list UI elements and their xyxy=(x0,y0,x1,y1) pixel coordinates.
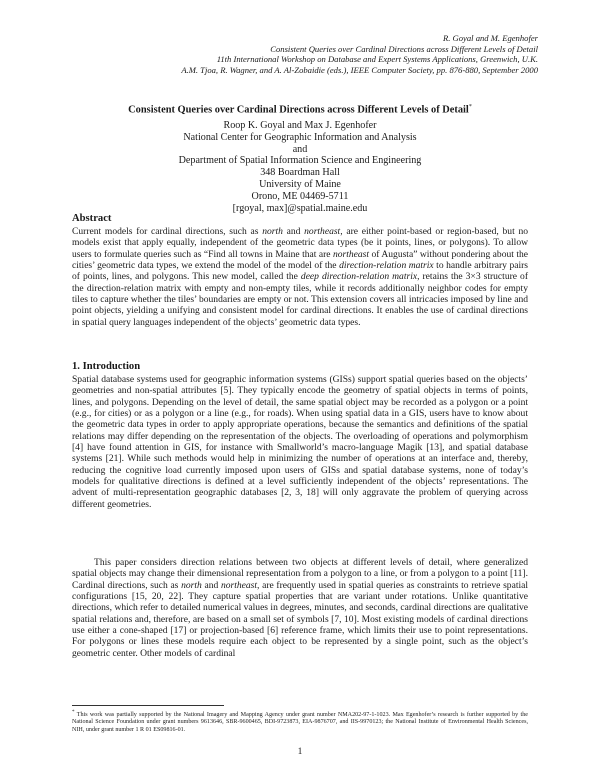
abstract-term-ddrm: deep direction-relation matrix xyxy=(300,271,418,283)
address-university: University of Maine xyxy=(259,178,341,190)
footnote-mark: * xyxy=(72,709,75,715)
affiliation-department: Department of Spatial Information Science and Engineering xyxy=(178,155,422,167)
header-venue: 11th International Workshop on Database and Expert Systems Applications, Greenwich, U.K. xyxy=(216,54,538,65)
abstract-text xyxy=(72,226,528,328)
author-block xyxy=(100,120,500,214)
title-footnote-mark: * xyxy=(468,104,472,110)
header-authors: R. Goyal and M. Egenhofer xyxy=(443,33,538,43)
intro-paragraph-2 xyxy=(72,557,528,659)
footnote xyxy=(72,709,528,734)
abstract-run-3: , are either point-based or region-based, but no models exist that apply equally, independent of the geometric data types (be it points, lines, or polygons). To allow users to formulate queries such as “Find all towns in Maine that are xyxy=(72,226,529,260)
header-editors: A.M. Tjoa, R. Wagner, and A. Al-Zobaidie (eds.), IEEE Computer Society, pp. 876-880, September 2000 xyxy=(181,64,538,75)
abstract-term-northeast: northeast xyxy=(304,226,341,237)
header-title: Consistent Queries over Cardinal Directions across Different Levels of Detail xyxy=(270,43,538,54)
author-email: [rgoyal, max]@spatial.maine.edu xyxy=(232,202,368,214)
abstract-term-drm: direction-relation matrix xyxy=(339,260,434,272)
abstract-run-1: Current models for cardinal directions, such as xyxy=(72,226,263,237)
section-introduction-heading: 1. Introduction xyxy=(72,361,141,372)
paper-title-text: Consistent Queries over Cardinal Directions across Different Levels of Detail xyxy=(128,104,469,116)
intro-term-north: north xyxy=(181,579,202,591)
address-city: Orono, ME 04469-5711 xyxy=(251,190,349,202)
address-street: 348 Boardman Hall xyxy=(260,167,340,179)
intro-paragraph-1: Spatial database systems used for geographic information systems (GISs) support spatial queries based on the objects’ geometries and non-spatial attributes [5]. They typically encode the geometry of spatial objects in terms of points, lines, and polygons. Depending on the level of detail, the same spatial object may be recorded as a polygon or a point (e.g., for cities) or as a polygon or a line (e.g., for roads). When using spatial data in a GIS, users have to know about the geometric data types in order to apply appropriate operations, because the semantics and definitions of the spatial relations may differ depending on the representation of the objects. The overloading of operations and polymorphism [4] have found attention in GIS, for instance with Smallworld’s macro-language Magik [13], and spatial database systems [21]. While such methods would help in minimizing the number of operations at an interface and, thereby, reducing the cognitive load currently imposed upon users of GISs and spatial database systems, none of today’s models for qualitative directions is defined at a level sufficiently independent of the objects’ representations. The advent of multi-representation geographic databases [2, 3, 18] will only aggravate the problem of querying across different geometries. xyxy=(72,374,528,510)
intro-term-northeast: northeast xyxy=(220,579,258,591)
intro-p2-run-1: This paper considers direction relations between two objects at different levels of detail, where generalized spatial objects may change their dimensional representation from a polygon to a line, or from a polygon to a point [11]. Cardinal directions, such as xyxy=(72,557,528,591)
abstract-run-6: , retains the 3×3 structure of the direction-relation matrix with empty and non-empty tiles, while it records additionally neighbor codes for empty tiles to capture whether the tiles’ boundaries are empty or not. This extension covers all intricacies imposed by line and point objects, yielding a unifying and consistent model for cardinal directions. It enables the use of cardinal directions in spatial query languages independent of the objects’ geometric data types. xyxy=(72,271,528,328)
footnote-rule xyxy=(72,705,224,706)
affiliation-ncgia: National Center for Geographic Information and Analysis xyxy=(183,131,417,143)
abstract-heading: Abstract xyxy=(72,213,112,224)
intro-p2-run-2: and xyxy=(201,579,221,591)
paper-title xyxy=(40,104,560,115)
author-names: Roop K. Goyal and Max J. Egenhofer xyxy=(223,120,377,131)
abstract-term-northeast-2: northeast xyxy=(332,248,370,260)
running-header xyxy=(58,33,538,75)
abstract-run-5: to handle arbitrary pairs of points, lines, and polygons. This new model, called the xyxy=(72,260,529,283)
intro-p2-run-3: , are frequently used in spatial queries as constraints to retrieve spatial configurations [15, 20, 22]. They capture spatial properties that are variant under rotations. Unlike quantitative directions, which refer to detailed numerical values in degrees, minutes, and seconds, cardinal directions are qualitative spatial relations and, therefore, are based on a small set of symbols [7, 10]. Most existing models of cardinal directions use either a cone-shaped [17] or projection-based [6] reference frame, which limits their use to point representations. For polygons or lines these models require each object to be represented by a single point, such as the object’s geometric center. Other models of cardinal xyxy=(72,579,529,659)
affiliation-and: and xyxy=(292,143,308,155)
abstract-term-north: north xyxy=(262,226,283,237)
abstract-run-2: and xyxy=(282,226,305,237)
footnote-text: This work was partially supported by the National Imagery and Mapping Agency under grant number NMA202-97-1-1023. Max Egenhofer’s research is further supported by the National Science Foundation under grant numbers 9613646, SBR-9600465, BDI-9723873, EIA-9876707, and IIS-9970123; the National Institute of Environmental Health Sciences, NIH, under grant number 1 R 01 ES09816-01. xyxy=(72,712,528,733)
page-number: 1 xyxy=(297,747,303,757)
abstract-run-4: of Augusta” without pondering about the cities’ geometric data types, we extend the model of the model of the xyxy=(72,248,529,272)
